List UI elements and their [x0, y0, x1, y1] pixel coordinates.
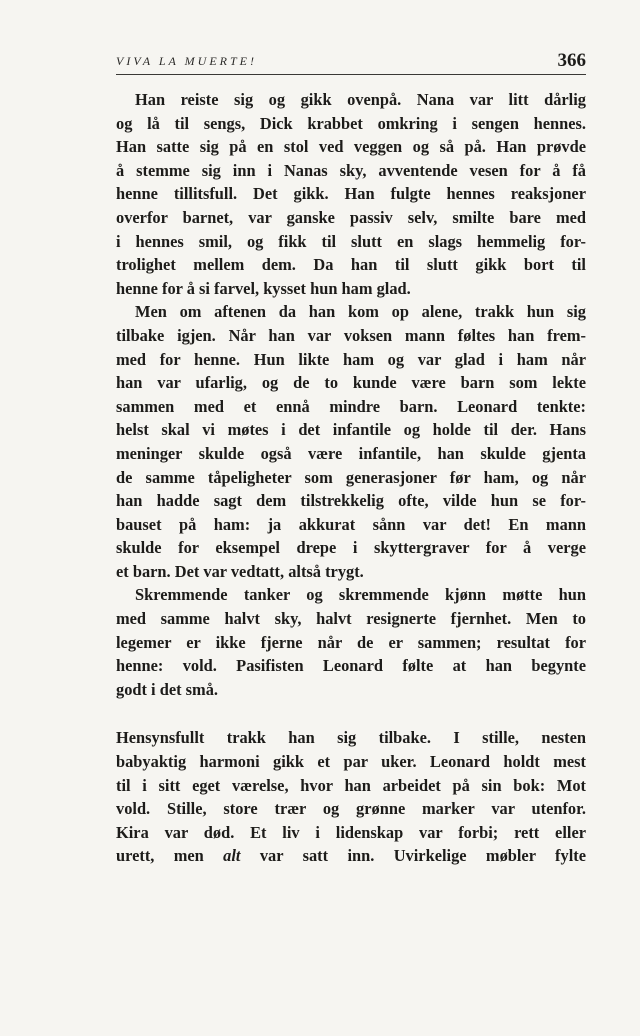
text-run: var satt inn. Uvirkelige møbler fylte — [240, 846, 586, 866]
emphasis-word: alt — [223, 846, 241, 866]
text-line: et barn. Det var vedtatt, altså trygt. — [116, 561, 364, 581]
paragraph-2 — [116, 300, 586, 583]
text-line: de samme tåpeligheter som generasjoner før ham, og når — [116, 467, 586, 487]
text-line: henne tillitsfull. Det gikk. Han fulgte hennes reaksjoner — [116, 184, 586, 204]
text-line: i hennes smil, og fikk til slutt en slags hemmelig for- — [116, 231, 586, 251]
text-line: vold. Stille, store trær og grønne marker var utenfor. — [116, 799, 586, 819]
text-line: trolighet mellem dem. Da han til slutt gikk bort til — [116, 255, 586, 275]
text-line: Men om aftenen da han kom op alene, trakk hun sig — [135, 302, 586, 322]
text-line: skulde for eksempel drepe i skyttergraver for å verge — [116, 538, 586, 558]
text-line: Skremmende tanker og skremmende kjønn møtte hun — [135, 585, 586, 605]
paragraph-3 — [116, 583, 586, 701]
text-line: tilbake igjen. Når han var voksen mann føltes han frem- — [116, 325, 586, 345]
text-line: Hensynsfullt trakk han sig tilbake. I stille, nesten — [116, 728, 586, 748]
text-line: godt i det små. — [116, 679, 218, 699]
text-line: han hadde sagt dem tilstrekkelig ofte, vilde hun se for- — [116, 491, 586, 511]
text-line: Han reiste sig og gikk ovenpå. Nana var litt dårlig — [135, 90, 586, 109]
text-line: sammen med et ennå mindre barn. Leonard tenkte: — [116, 396, 586, 416]
paragraph-1 — [116, 88, 586, 300]
text-line: henne for å si farvel, kysset hun ham glad. — [116, 278, 411, 298]
paragraph-4 — [116, 726, 586, 868]
text-line: overfor barnet, var ganske passiv selv, smilte bare med — [116, 207, 586, 227]
text-run: urett, men — [116, 846, 224, 866]
text-line: Han satte sig på en stol ved veggen og så på. Han prøvde — [116, 137, 586, 157]
running-head — [116, 52, 586, 76]
text-line: Kira var død. Et liv i lidenskap var forbi; rett eller — [116, 822, 586, 842]
text-line-with-emphasis — [116, 844, 586, 868]
text-line: henne: vold. Pasifisten Leonard følte at han begynte — [116, 656, 586, 676]
text-line: han var ufarlig, og de to kunde være barn som lekte — [116, 373, 586, 393]
text-line: å stemme sig inn i Nanas sky, avventende vesen for å få — [116, 160, 586, 180]
text-line: med for henne. Hun likte ham og var glad i ham når — [116, 349, 586, 369]
text-line: bauset på ham: ja akkurat sånn var det! En mann — [116, 514, 586, 534]
page-number: 366 — [557, 50, 586, 71]
text-line: og lå til sengs, Dick krabbet omkring i sengen hennes. — [116, 113, 586, 133]
body-text — [116, 88, 586, 868]
section-break — [116, 701, 586, 726]
text-line: babyaktig harmoni gikk et par uker. Leonard holdt mest — [116, 752, 586, 772]
text-line: meninger skulde også være infantile, han skulde gjenta — [116, 443, 586, 463]
text-line: til i sitt eget værelse, hvor han arbeidet på sin bok: Mot — [116, 775, 586, 795]
text-line: helst skal vi møtes i det infantile og holde til der. Hans — [116, 420, 586, 440]
text-line: med samme halvt sky, halvt resignerte fjernhet. Men to — [116, 609, 586, 629]
text-line: legemer er ikke fjerne når de er sammen; resultat for — [116, 632, 586, 652]
header-rule — [116, 74, 586, 75]
running-title: VIVA LA MUERTE! — [116, 54, 257, 68]
